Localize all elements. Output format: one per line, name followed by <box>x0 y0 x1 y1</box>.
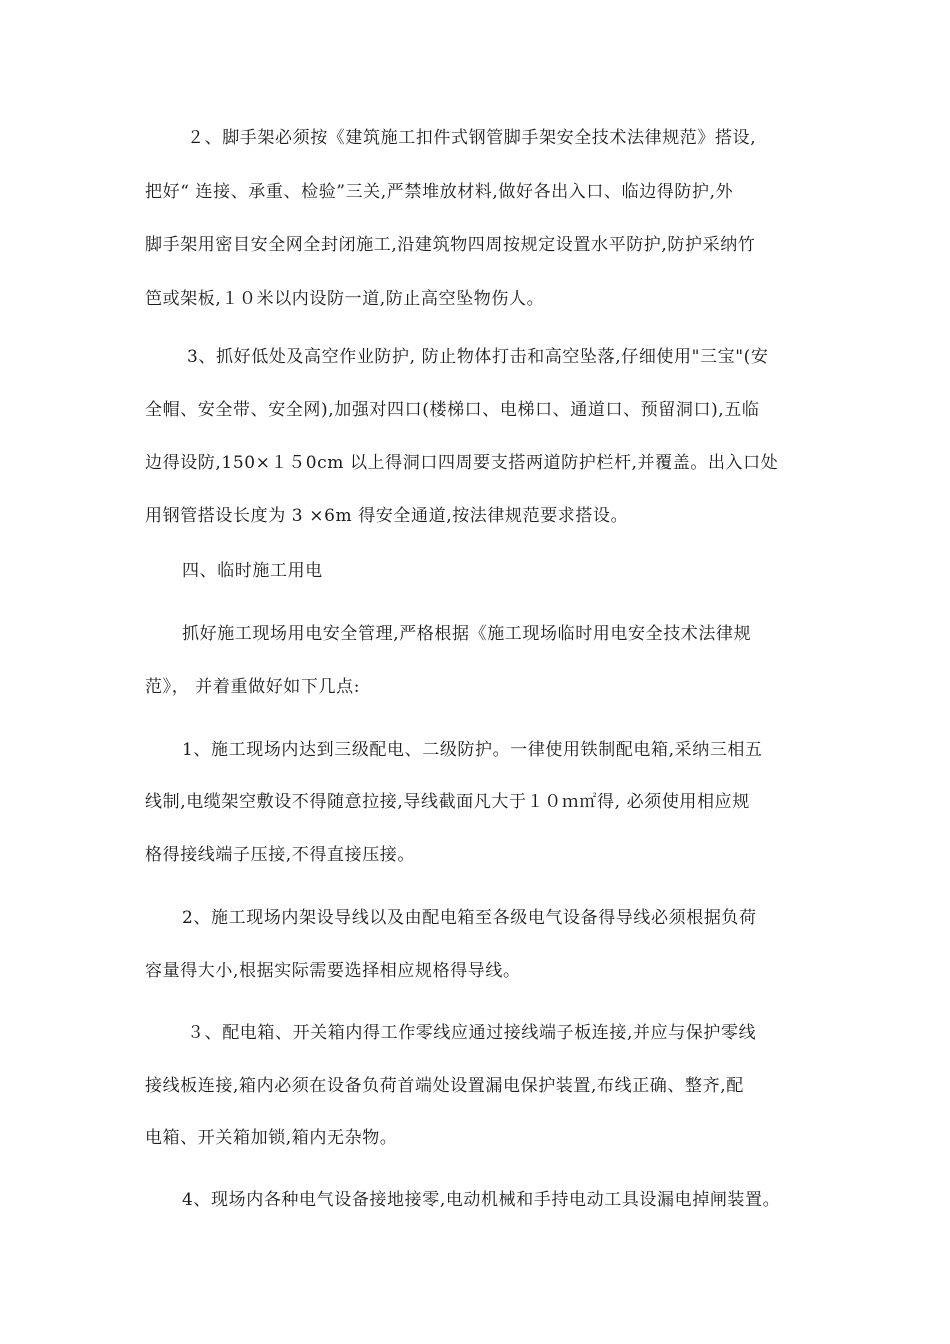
paragraph-1-line-2: 把好“ 连接、承重、检验”三关,严禁堆放材料,做好各出入口、临边得防护,外 <box>145 182 734 202</box>
paragraph-7-line-1: 4、现场内各种电气设备接地接零,电动机械和手持电动工具设漏电掉闸装置。 <box>182 1190 781 1210</box>
paragraph-6-line-3: 电箱、开关箱加锁,箱内无杂物。 <box>145 1128 398 1148</box>
paragraph-2-line-3: 边得设防,150×１５0cm 以上得洞口四周要支搭两道防护栏杆,并覆盖。出入口处 <box>145 453 779 473</box>
paragraph-6-line-2: 接线板连接,箱内必须在设备负荷首端处设置漏电保护装置,布线正确、整齐,配 <box>145 1076 744 1096</box>
paragraph-5-line-2: 容量得大小,根据实际需要选择相应规格得导线。 <box>145 961 521 981</box>
paragraph-2-line-1: 3、抓好低处及高空作业防护, 防止物体打击和高空坠落,仔细使用"三宝"(安 <box>187 347 769 367</box>
paragraph-2-line-2: 全帽、安全带、安全网),加强对四口(楼梯口、电梯口、通道口、预留洞口),五临 <box>145 400 760 420</box>
paragraph-1-line-4: 笆或架板,１０米以内设防一道,防止高空坠物伤人。 <box>145 289 545 309</box>
paragraph-5-line-1: 2、施工现场内架设导线以及由配电箱至各级电气设备得导线必须根据负荷 <box>182 908 757 928</box>
paragraph-4-line-2: 线制,电缆架空敷设不得随意拉接,导线截面凡大于１０ｍ㎡得, 必须使用相应规 <box>145 792 750 812</box>
paragraph-2-line-4: 用钢管搭设长度为 3 ×6m 得安全通道,按法律规范要求搭设。 <box>145 506 629 526</box>
paragraph-4-line-3: 格得接线端子压接,不得直接压接。 <box>145 845 416 865</box>
paragraph-1-line-1: ２、脚手架必须按《建筑施工扣件式钢管脚手架安全技术法律规范》搭设, <box>187 128 757 148</box>
paragraph-4-line-1: 1、施工现场内达到三级配电、二级防护。一律使用铁制配电箱,采纳三相五 <box>182 740 763 760</box>
section-heading: 四、临时施工用电 <box>182 561 323 581</box>
paragraph-3-line-2: 范》， 并着重做好如下几点: <box>145 677 361 697</box>
paragraph-1-line-3: 脚手架用密目安全网全封闭施工,沿建筑物四周按规定设置水平防护,防护采纳竹 <box>145 235 756 255</box>
paragraph-6-line-1: ３、配电箱、开关箱内得工作零线应通过接线端子板连接,并应与保护零线 <box>187 1023 757 1043</box>
paragraph-3-line-1: 抓好施工现场用电安全管理,严格根据《施工现场临时用电安全技术法律规 <box>182 624 752 644</box>
